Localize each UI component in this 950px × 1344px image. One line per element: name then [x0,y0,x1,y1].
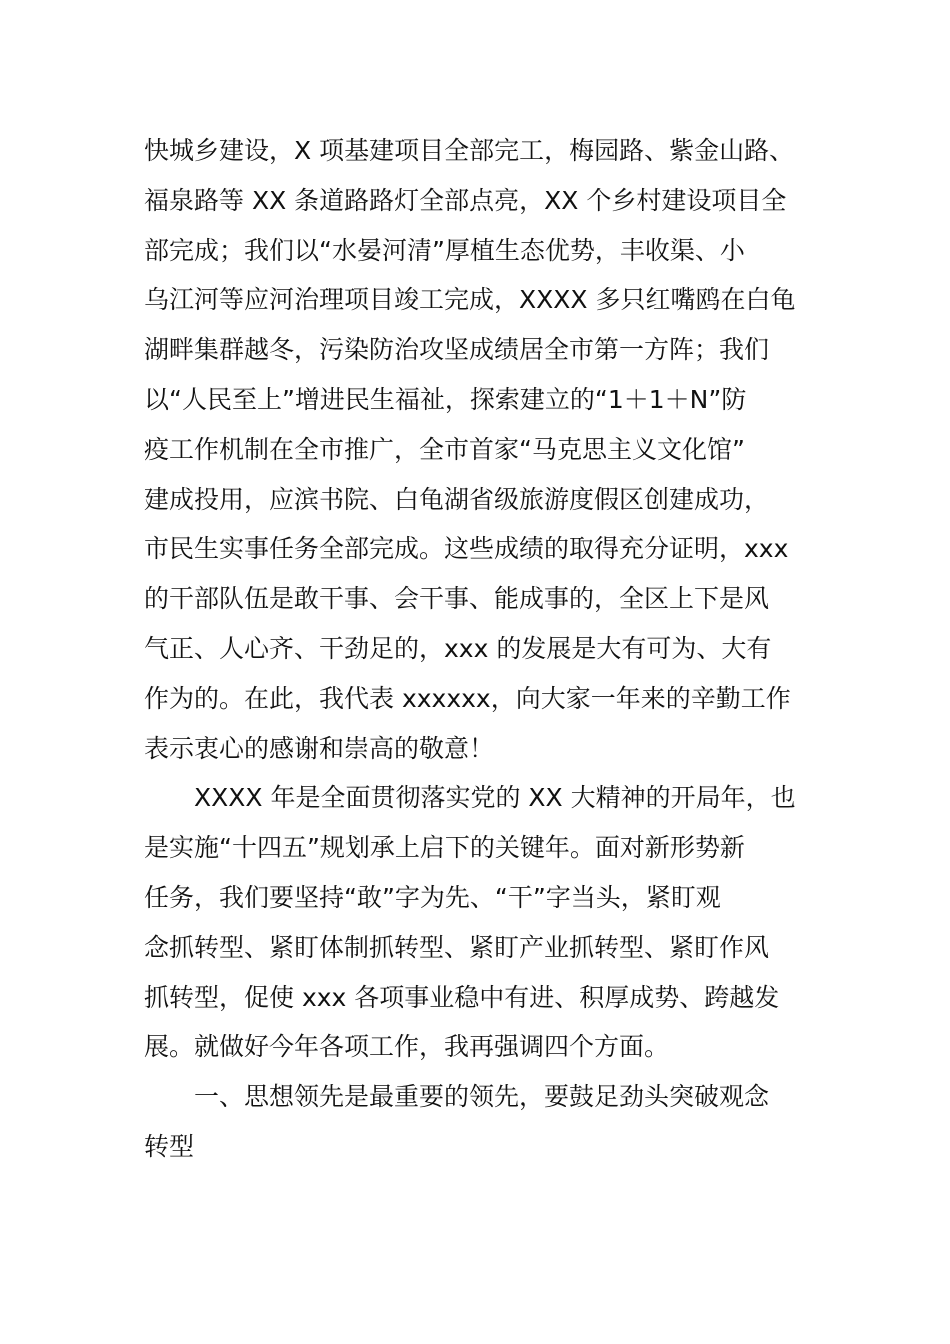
text-line: 市民生实事任务全部完成。这些成绩的取得充分证明，xxx [144,534,789,564]
text-line: 任务，我们要坚持“敢”字为先、“干”字当头，紧盯观 [144,882,721,912]
paragraph-first-line: XXXX 年是全面贯彻落实党的 XX 大精神的开局年，也 [194,783,796,813]
text-line: 快城乡建设，X 项基建项目全部完工，梅园路、紫金山路、 [144,136,795,165]
text-line: 抓转型，促使 xxx 各项事业稳中有进、积厚成势、跨越发 [144,982,780,1012]
text-line: 的干部队伍是敢干事、会干事、能成事的，全区上下是风 [144,584,770,614]
text-line: 乌江河等应河治理项目竣工完成，XXXX 多只红嘴鸥在白龟 [144,285,796,315]
section-heading-continuation: 转型 [144,1131,195,1161]
text-line: 气正、人心齐、干劲足的，xxx 的发展是大有可为、大有 [144,633,772,663]
text-line: 部完成；我们以“水晏河清”厚植生态优势，丰收渠、小 [144,235,745,265]
text-line: 作为的。在此，我代表 xxxxxx，向大家一年来的辛勤工作 [144,683,791,713]
text-line: 疫工作机制在全市推广，全市首家“马克思主义文化馆” [144,434,745,464]
text-line: 建成投用，应滨书院、白龟湖省级旅游度假区创建成功， [144,484,770,514]
text-line: 展。就做好今年各项工作，我再强调四个方面。 [144,1032,670,1062]
text-line: 福泉路等 XX 条道路路灯全部点亮，XX 个乡村建设项目全 [144,185,787,215]
document-body [144,126,810,1172]
text-line: 以“人民至上”增进民生福祉，探索建立的“1＋1＋N”防 [144,384,747,414]
text-line: 湖畔集群越冬，污染防治攻坚成绩居全市第一方阵；我们 [144,335,770,365]
section-heading: 一、思想领先是最重要的领先，要鼓足劲头突破观念 [194,1082,770,1112]
text-line: 念抓转型、紧盯体制抓转型、紧盯产业抓转型、紧盯作风 [144,932,770,962]
text-line: 是实施“十四五”规划承上启下的关键年。面对新形势新 [144,833,745,863]
text-line: 表示衷心的感谢和崇高的敬意！ [144,733,495,763]
